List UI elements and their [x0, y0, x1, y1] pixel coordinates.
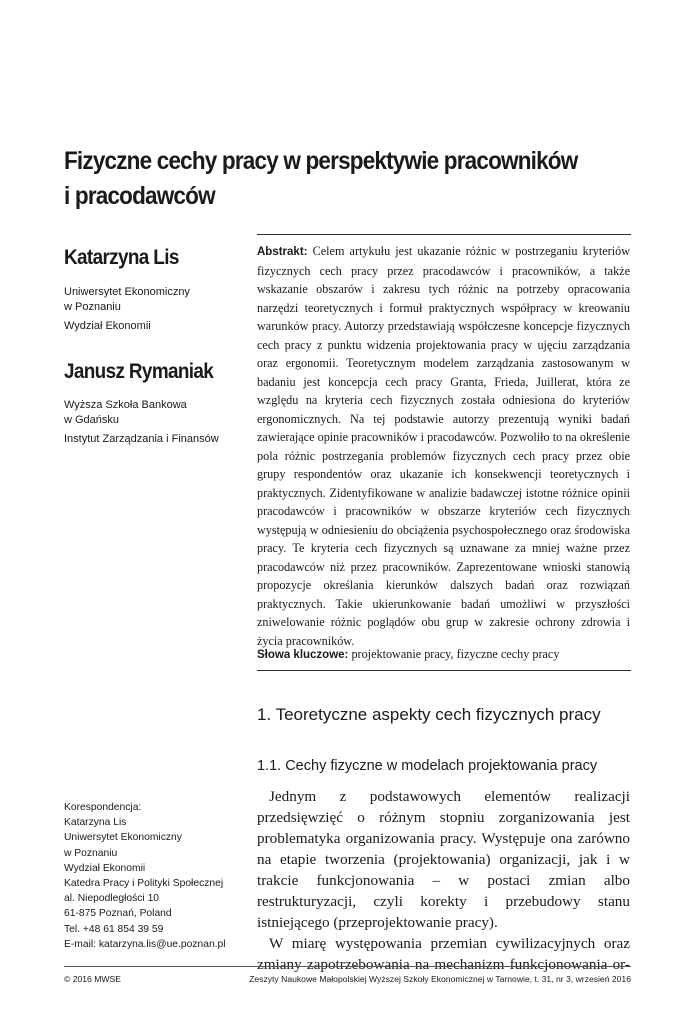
author-1-affiliation-line-2: w Poznaniu [64, 301, 121, 313]
correspondence-line: Katarzyna Lis [64, 817, 127, 829]
keywords-label: Słowa kluczowe: [257, 649, 349, 661]
correspondence-line: Tel. +48 61 854 39 59 [64, 923, 164, 935]
keywords [257, 647, 630, 662]
correspondence-line: Katedra Pracy i Polityki Społecznej [64, 878, 224, 890]
author-name-1: Katarzyna Lis [64, 246, 179, 269]
correspondence-line: al. Niepodległości 10 [64, 893, 160, 905]
correspondence-line: 61-875 Poznań, Poland [64, 908, 172, 920]
author-2-affiliation-line-2: w Gdańsku [64, 414, 120, 426]
author-1-affiliation-line-1: Uniwersytet Ekonomiczny [64, 286, 190, 298]
correspondence-line: Wydział Ekonomii [64, 862, 146, 874]
author-name-2: Janusz Rymaniak [64, 360, 214, 383]
keywords-text: projektowanie pracy, fizyczne cechy pracy [351, 647, 560, 661]
footer-copyright: © 2016 MWSE [64, 974, 121, 984]
footer-journal-citation: Zeszyty Naukowe Małopolskiej Wyższej Szkoły Ekonomicznej w Tarnowie, t. 31, nr 3, wrzesień 2016 [249, 974, 631, 984]
correspondence-line: w Poznaniu [64, 847, 118, 859]
section-heading: 1. Teoretyczne aspekty cech fizycznych pracy [257, 705, 601, 724]
correspondence-line: Uniwersytet Ekonomiczny [64, 832, 182, 844]
correspondence-block [64, 800, 226, 952]
correspondence-email: E-mail: katarzyna.lis@ue.poznan.pl [64, 938, 226, 950]
abstract-label: Abstrakt: [257, 246, 308, 258]
correspondence-label: Korespondencja: [64, 802, 142, 813]
footer-divider [64, 966, 631, 967]
author-1-department: Wydział Ekonomii [64, 320, 151, 332]
author-2-department: Instytut Zarządzania i Finansów [64, 433, 219, 445]
body-paragraph-1: Jednym z podstawowych elementów realizacji przedsięwzięć o różnym stopniu zorganizowania jest problematyka organizowania pracy. Występuje ona zarówno na etapie tworzenia (projektowania) organizacji, jak i w trakcie funkcjonowania – w postaci zmian albo restrukturyzacji, czyli korekty i przebudowy stanu istniejącego (przeprojektowanie pracy). [257, 788, 630, 931]
abstract-text: Celem artykułu jest ukazanie różnic w postrzeganiu kryteriów fizycznych cech pracy przez pracodawców i pracowników, a także wskazanie obszarów i zakresu tych różnic na potrzeby opracowania narzędzi teoretycznych i formuł praktycznych współpracy w kreowaniu warunków pracy. Autorzy przedstawiają współczesne koncepcje fizycznych cech pracy z punktu widzenia projektowania pracy w ujęciu zarządzania oraz ergonomii. Teoretycznym modelem zarządzania zastosowanym w badaniu jest koncepcja cech pracy Granta, Frieda, Juillerat, która ze względu na kryteria cech fizycznych została odniesiona do kryteriów ergonomicznych. Na tej podstawie autorzy prezentują wyniki badań zawierające opinie pracowników i pracodawców. Pozwoliło to na określenie pola różnic postrzegania problemów fizycznych cech pracy przez obie grupy respondentów oraz ukazanie ich konsekwencji teoretycznych i praktycznych. Zidentyfikowane w analizie badawczej istotne różnice opinii pracodawców i pracowników w obszarze kryteriów cech fizycznych występują w odniesieniu do obciążenia psychospołecznego oraz środowiska pracy. Te kryteria cech fizycznych są uznawane za mniej ważne przez pracodawców niż przez pracowników. Zaprezentowane wnioski stanowią propozycje określania kierunków dalszych badań oraz rozwiązań praktycznych. Takie ukierunkowanie badań umożliwi w przyszłości zniwelowanie różnic poglądów obu grup w zakresie ochrony zdrowia i życia pracowników. [257, 244, 631, 648]
body-text [257, 786, 630, 975]
article-title-line-1: Fizyczne cechy pracy w perspektywie pracowników [64, 147, 578, 175]
subsection-heading: 1.1. Cechy fizyczne w modelach projektowania pracy [257, 758, 598, 774]
body-paragraph-2: W miarę występowania przemian cywilizacyjnych oraz zmiany zapotrzebowania na mechanizm funkcjonowania or- [257, 935, 630, 973]
abstract [257, 242, 630, 650]
title-divider [257, 234, 631, 235]
article-title-line-2: i pracodawców [64, 182, 215, 210]
abstract-divider [257, 670, 631, 671]
author-2-affiliation-line-1: Wyższa Szkoła Bankowa [64, 399, 187, 411]
